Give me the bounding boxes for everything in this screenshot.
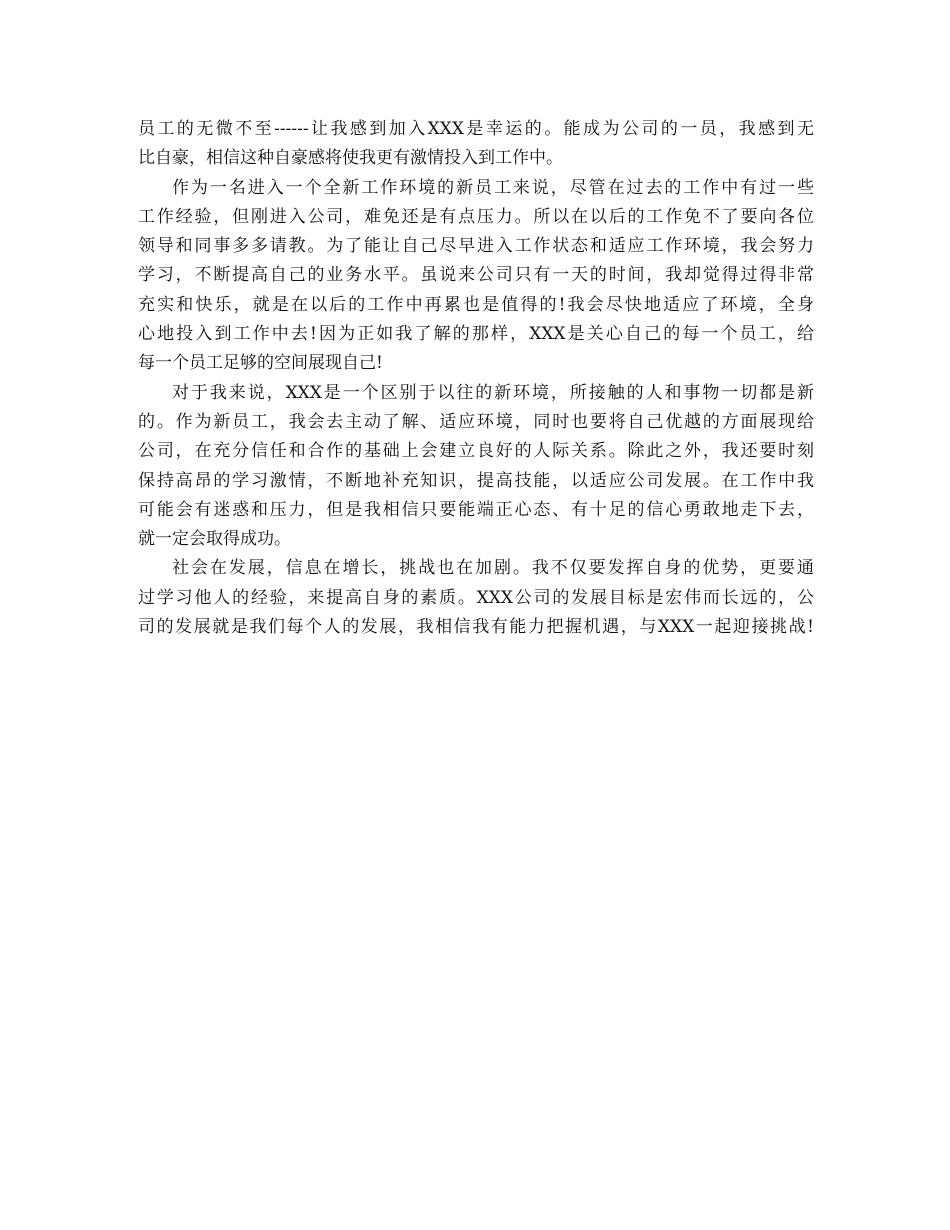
text-line: 司的发展就是我们每个人的发展，我相信我有能力把握机遇，与XXX一起迎接挑战! bbox=[138, 617, 814, 638]
text-line: 可能会有迷惑和压力，但是我相信只要能端正心态、有十足的信心勇敢地走下去， bbox=[138, 499, 814, 520]
text-line: 过学习他人的经验，来提高自身的素质。XXX公司的发展目标是宏伟而长远的，公 bbox=[138, 587, 814, 608]
text-line: 工作经验，但刚进入公司，难免还是有点压力。所以在以后的工作免不了要向各位 bbox=[138, 206, 814, 227]
text-line: 作为一名进入一个全新工作环境的新员工来说，尽管在过去的工作中有过一些 bbox=[172, 177, 814, 198]
text-line: 保持高昂的学习激情，不断地补充知识，提高技能，以适应公司发展。在工作中我 bbox=[138, 470, 814, 491]
paragraph-1 bbox=[138, 115, 814, 174]
text-line: 比自豪，相信这种自豪感将使我更有激情投入到工作中。 bbox=[138, 148, 563, 169]
document-page bbox=[138, 115, 814, 642]
paragraph-4 bbox=[138, 554, 814, 642]
text-line: 的。作为新员工，我会去主动了解、适应环境，同时也要将自己优越的方面展现给 bbox=[138, 411, 814, 432]
paragraph-2 bbox=[138, 174, 814, 379]
text-line: 公司，在充分信任和合作的基础上会建立良好的人际关系。除此之外，我还要时刻 bbox=[138, 441, 814, 462]
text-line: 心地投入到工作中去!因为正如我了解的那样，XXX是关心自己的每一个员工，给 bbox=[138, 324, 814, 345]
text-line: 员工的无微不至------让我感到加入XXX是幸运的。能成为公司的一员，我感到无 bbox=[138, 119, 814, 139]
text-line: 学习，不断提高自己的业务水平。虽说来公司只有一天的时间，我却觉得过得非常 bbox=[138, 265, 814, 286]
text-line: 充实和快乐，就是在以后的工作中再累也是值得的!我会尽快地适应了环境，全身 bbox=[138, 294, 814, 315]
paragraph-3 bbox=[138, 379, 814, 555]
text-line: 每一个员工足够的空间展现自己! bbox=[138, 353, 383, 374]
text-line: 就一定会取得成功。 bbox=[138, 529, 291, 550]
text-line: 领导和同事多多请教。为了能让自己尽早进入工作状态和适应工作环境，我会努力 bbox=[138, 236, 814, 257]
text-line: 对于我来说，XXX是一个区别于以往的新环境，所接触的人和事物一切都是新 bbox=[172, 382, 814, 403]
text-line: 社会在发展，信息在增长，挑战也在加剧。我不仅要发挥自身的优势，更要通 bbox=[172, 558, 814, 579]
